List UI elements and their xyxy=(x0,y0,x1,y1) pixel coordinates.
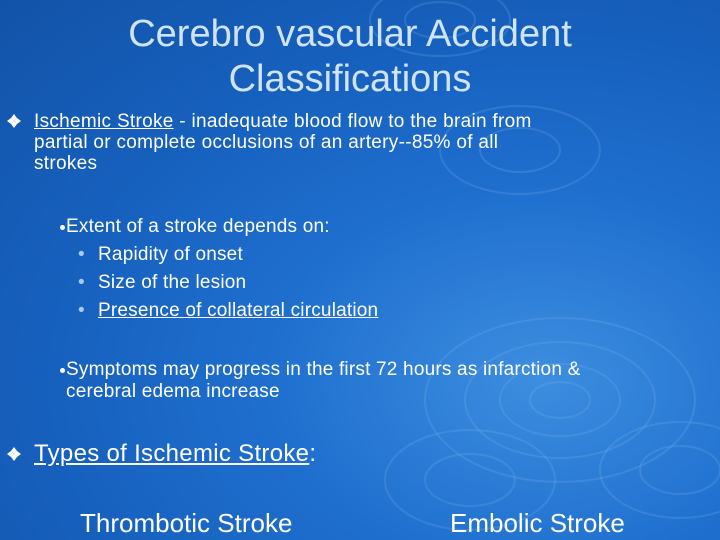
ischemic-stroke-term: Ischemic Stroke xyxy=(34,111,174,132)
collateral-text: Presence of collateral circulation xyxy=(98,300,379,321)
slide-title xyxy=(60,12,640,102)
small-bullet-icon: • xyxy=(78,244,85,265)
diamond-bullet-icon xyxy=(4,111,24,131)
size-text: Size of the lesion xyxy=(98,272,247,293)
title-line-2: Classifications xyxy=(228,58,472,100)
symptoms-text-1: Symptoms may progress in the first 72 hours as infarction & xyxy=(66,359,581,380)
ischemic-stroke-desc-1: - inadequate blood flow to the brain from xyxy=(173,111,532,132)
types-suffix: : xyxy=(309,440,317,467)
small-bullet-icon: • xyxy=(78,272,85,293)
list-item-collateral xyxy=(78,300,378,322)
ischemic-stroke-desc-2: partial or complete occlusions of an artery--85% of all xyxy=(34,132,499,153)
types-term: Types of Ischemic Stroke xyxy=(34,440,310,467)
embolic-stroke-label: Embolic Stroke xyxy=(450,508,625,538)
list-item-size xyxy=(78,272,246,294)
extent-text: Extent of a stroke depends on: xyxy=(66,216,330,237)
ischemic-stroke-desc-3: strokes xyxy=(34,153,98,174)
diamond-bullet-icon xyxy=(4,444,24,464)
title-line-1: Cerebro vascular Accident xyxy=(128,13,572,55)
small-bullet-icon: • xyxy=(78,300,85,321)
rapidity-text: Rapidity of onset xyxy=(98,244,243,265)
list-item-rapidity xyxy=(78,244,243,266)
thrombotic-stroke-label: Thrombotic Stroke xyxy=(80,508,293,538)
ischemic-stroke-text xyxy=(34,111,704,174)
round-bullet-icon xyxy=(60,368,65,373)
round-bullet-icon xyxy=(60,225,65,230)
symptoms-text-2: cerebral edema increase xyxy=(66,381,280,402)
